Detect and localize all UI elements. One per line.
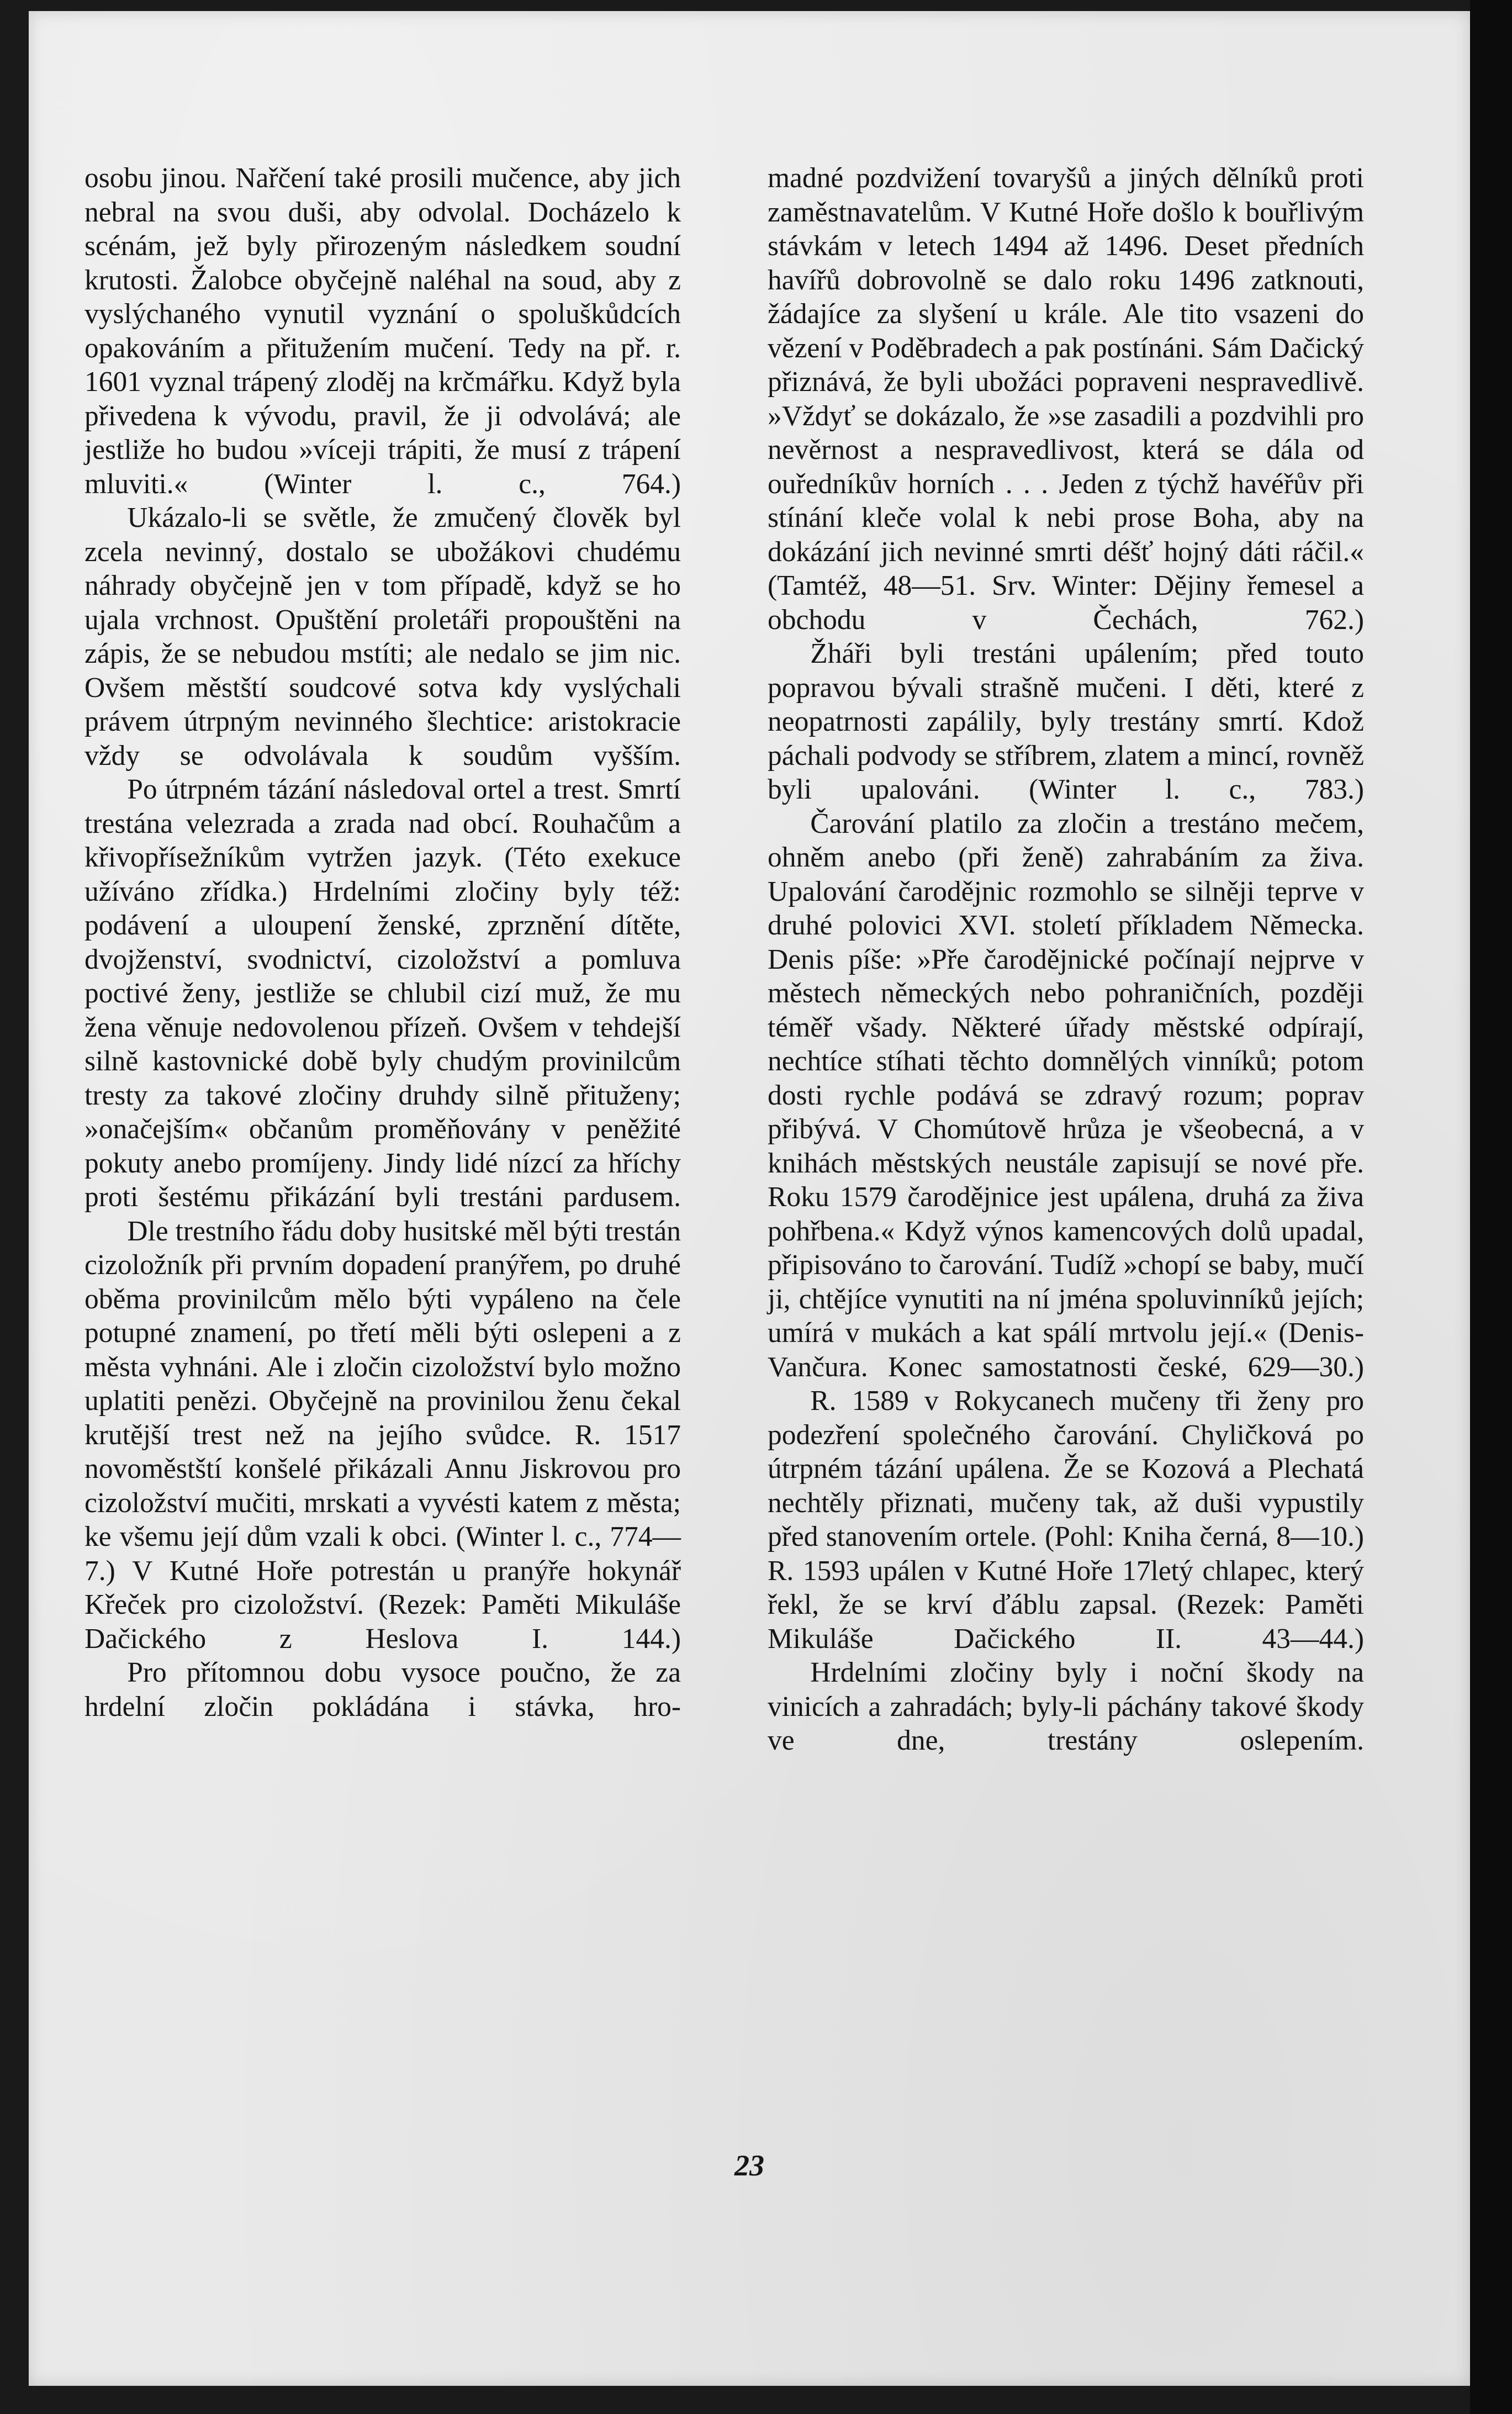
paragraph: Žháři byli trestáni upálením; před touto popravou bývali strašně mučeni. I děti, které z neopatrnosti zapálily, byly trestány smrtí. Kdož páchali podvody se stříbrem, zlatem a mincí, rovněž byli upalováni. (Winter l. c., 783.) xyxy=(768,638,1364,805)
page-number: 23 xyxy=(734,2149,764,2182)
paragraph: madné pozdvižení tovaryšů a jiných dělníků proti zaměstnavatelům. V Kutné Hoře došlo k bouřlivým stávkám v letech 1494 až 1496. Deset předních havířů dobrovolně se dalo roku 1496 zatknouti, žádajíce za slyšení u krále. Ale tito vsazeni do vězení v Poděbradech a pak postínáni. Sám Dačický přiznává, že byli ubožáci popraveni nespravedlivě. »Vždyť se dokázalo, že »se zasadili a pozdvihli pro nevěrnost a nespravedlivost, která se dála od ouředníkův horních . . . Jeden z týchž havéřův při stínání kleče volal k nebi prose Boha, aby na dokázání jich nevinné smrti déšť hojný dáti ráčil.« (Tamtéž, 48—51. Srv. Winter: Dějiny řemesel a obchodu v Čechách, 762.) xyxy=(768,162,1364,636)
left-column xyxy=(84,161,681,1724)
paragraph: Ukázalo-li se světle, že zmučený člověk byl zcela nevinný, dostalo se ubožákovi chudému náhrady obyčejně jen v tom případě, když se ho ujala vrchnost. Opuštění proletáři propouštěni na zápis, že se nebudou mstíti; ale nedalo se jim nic. Ovšem městští soudcové sotva kdy vyslýchali právem útrpným nevinného šlechtice: aristokracie vždy se odvolávala k soudům vyšším. xyxy=(84,502,681,772)
paragraph: Čarování platilo za zločin a trestáno mečem, ohněm anebo (při ženě) zahrabáním za živa. Upalování čarodějnic rozmohlo se silněji teprve v druhé polovici XVI. století příkladem Německa. Denis píše: »Pře čarodějnické počínají nejprve v městech německých nebo pohraničních, později téměř všady. Některé úřady městské odpírají, nechtíce stíhati těchto domnělých vinníků; potom dosti rychle podává se zdravý rozum; poprav přibývá. V Chomútově hrůza je všeobecná, a v knihách městských neustále zapisují se nové pře. Roku 1579 čarodějnice jest upálena, druhá za živa pohřbena.« Když výnos kamencových dolů upadal, připisováno to čarování. Tudíž »chopí se baby, mučí ji, chtějíce vynutiti na ní jména spoluvinníků jejích; umírá v mukách a kat spálí mrtvolu její.« (Denis-Vančura. Konec samostatnosti české, 629—30.) xyxy=(768,807,1364,1383)
right-column xyxy=(768,161,1364,1758)
paragraph: Hrdelními zločiny byly i noční škody na vinicích a zahradách; byly-li páchány takové škody ve dne, trestány oslepením. xyxy=(768,1657,1364,1756)
paragraph: R. 1589 v Rokycanech mučeny tři ženy pro podezření společného čarování. Chyličková po útrpném tázání upálena. Že se Kozová a Plechatá nechtěly přiznati, mučeny tak, až duši vypustily před stanovením ortele. (Pohl: Kniha černá, 8—10.) R. 1593 upálen v Kutné Hoře 17letý chlapec, který řekl, že se krví ďáblu zapsal. (Rezek: Paměti Mikuláše Dačického II. 43—44.) xyxy=(768,1385,1364,1655)
paragraph: Po útrpném tázání následoval ortel a trest. Smrtí trestána velezrada a zrada nad obcí. Rouhačům a křivopřísežníkům vytržen jazyk. (Této exekuce užíváno zřídka.) Hrdelními zločiny byly též: podávení a uloupení ženské, zprznění dítěte, dvojženství, svodnictví, cizoložství a pomluva poctivé ženy, jestliže se chlubil cizí muž, že mu žena věnuje nedovolenou přízeň. Ovšem v tehdejší silně kastovnické době byly chudým provinilcům tresty za takové zločiny druhdy silně přituženy; »onačejším« občanům proměňovány v peněžité pokuty anebo promíjeny. Jindy lidé nízcí za hříchy proti šestému přikázání byli trestáni pardusem. xyxy=(84,774,681,1213)
scan-border xyxy=(1470,0,1512,2414)
paragraph: Dle trestního řádu doby husitské měl býti trestán cizoložník při prvním dopadení pranýřem, po druhé oběma provinilcům mělo býti vypáleno na čele potupné znamení, po třetí měli býti oslepeni a z města vyhnáni. Ale i zločin cizoložství bylo možno uplatiti penězi. Obyčejně na provinilou ženu čekal krutější trest než na jejího svůdce. R. 1517 novoměstští konšelé přikázali Annu Jiskrovou pro cizoložství mučiti, mrskati a vyvésti katem z města; ke všemu její dům vzali k obci. (Winter l. c., 774—7.) V Kutné Hoře potrestán u pranýře hokynář Křeček pro cizoložství. (Rezek: Paměti Mikuláše Dačického z Heslova I. 144.) xyxy=(84,1215,681,1655)
paragraph: osobu jinou. Nařčení také prosili mučence, aby jich nebral na svou duši, aby odvolal. Docházelo k scénám, jež byly přirozeným následkem soudní krutosti. Žalobce obyčejně naléhal na soud, aby z vyslýchaného vynutil vyznání o spoluškůdcích opakováním a přitužením mučení. Tedy na př. r. 1601 vyznal trápený zloděj na krčmářku. Když byla přivedena k vývodu, pravil, že ji odvolává; ale jestliže ho budou »víceji trápiti, že musí z trápení mluviti.« (Winter l. c., 764.) xyxy=(84,162,681,500)
paragraph: Pro přítomnou dobu vysoce poučno, že za hrdelní zločin pokládána i stávka, hro- xyxy=(84,1657,681,1723)
